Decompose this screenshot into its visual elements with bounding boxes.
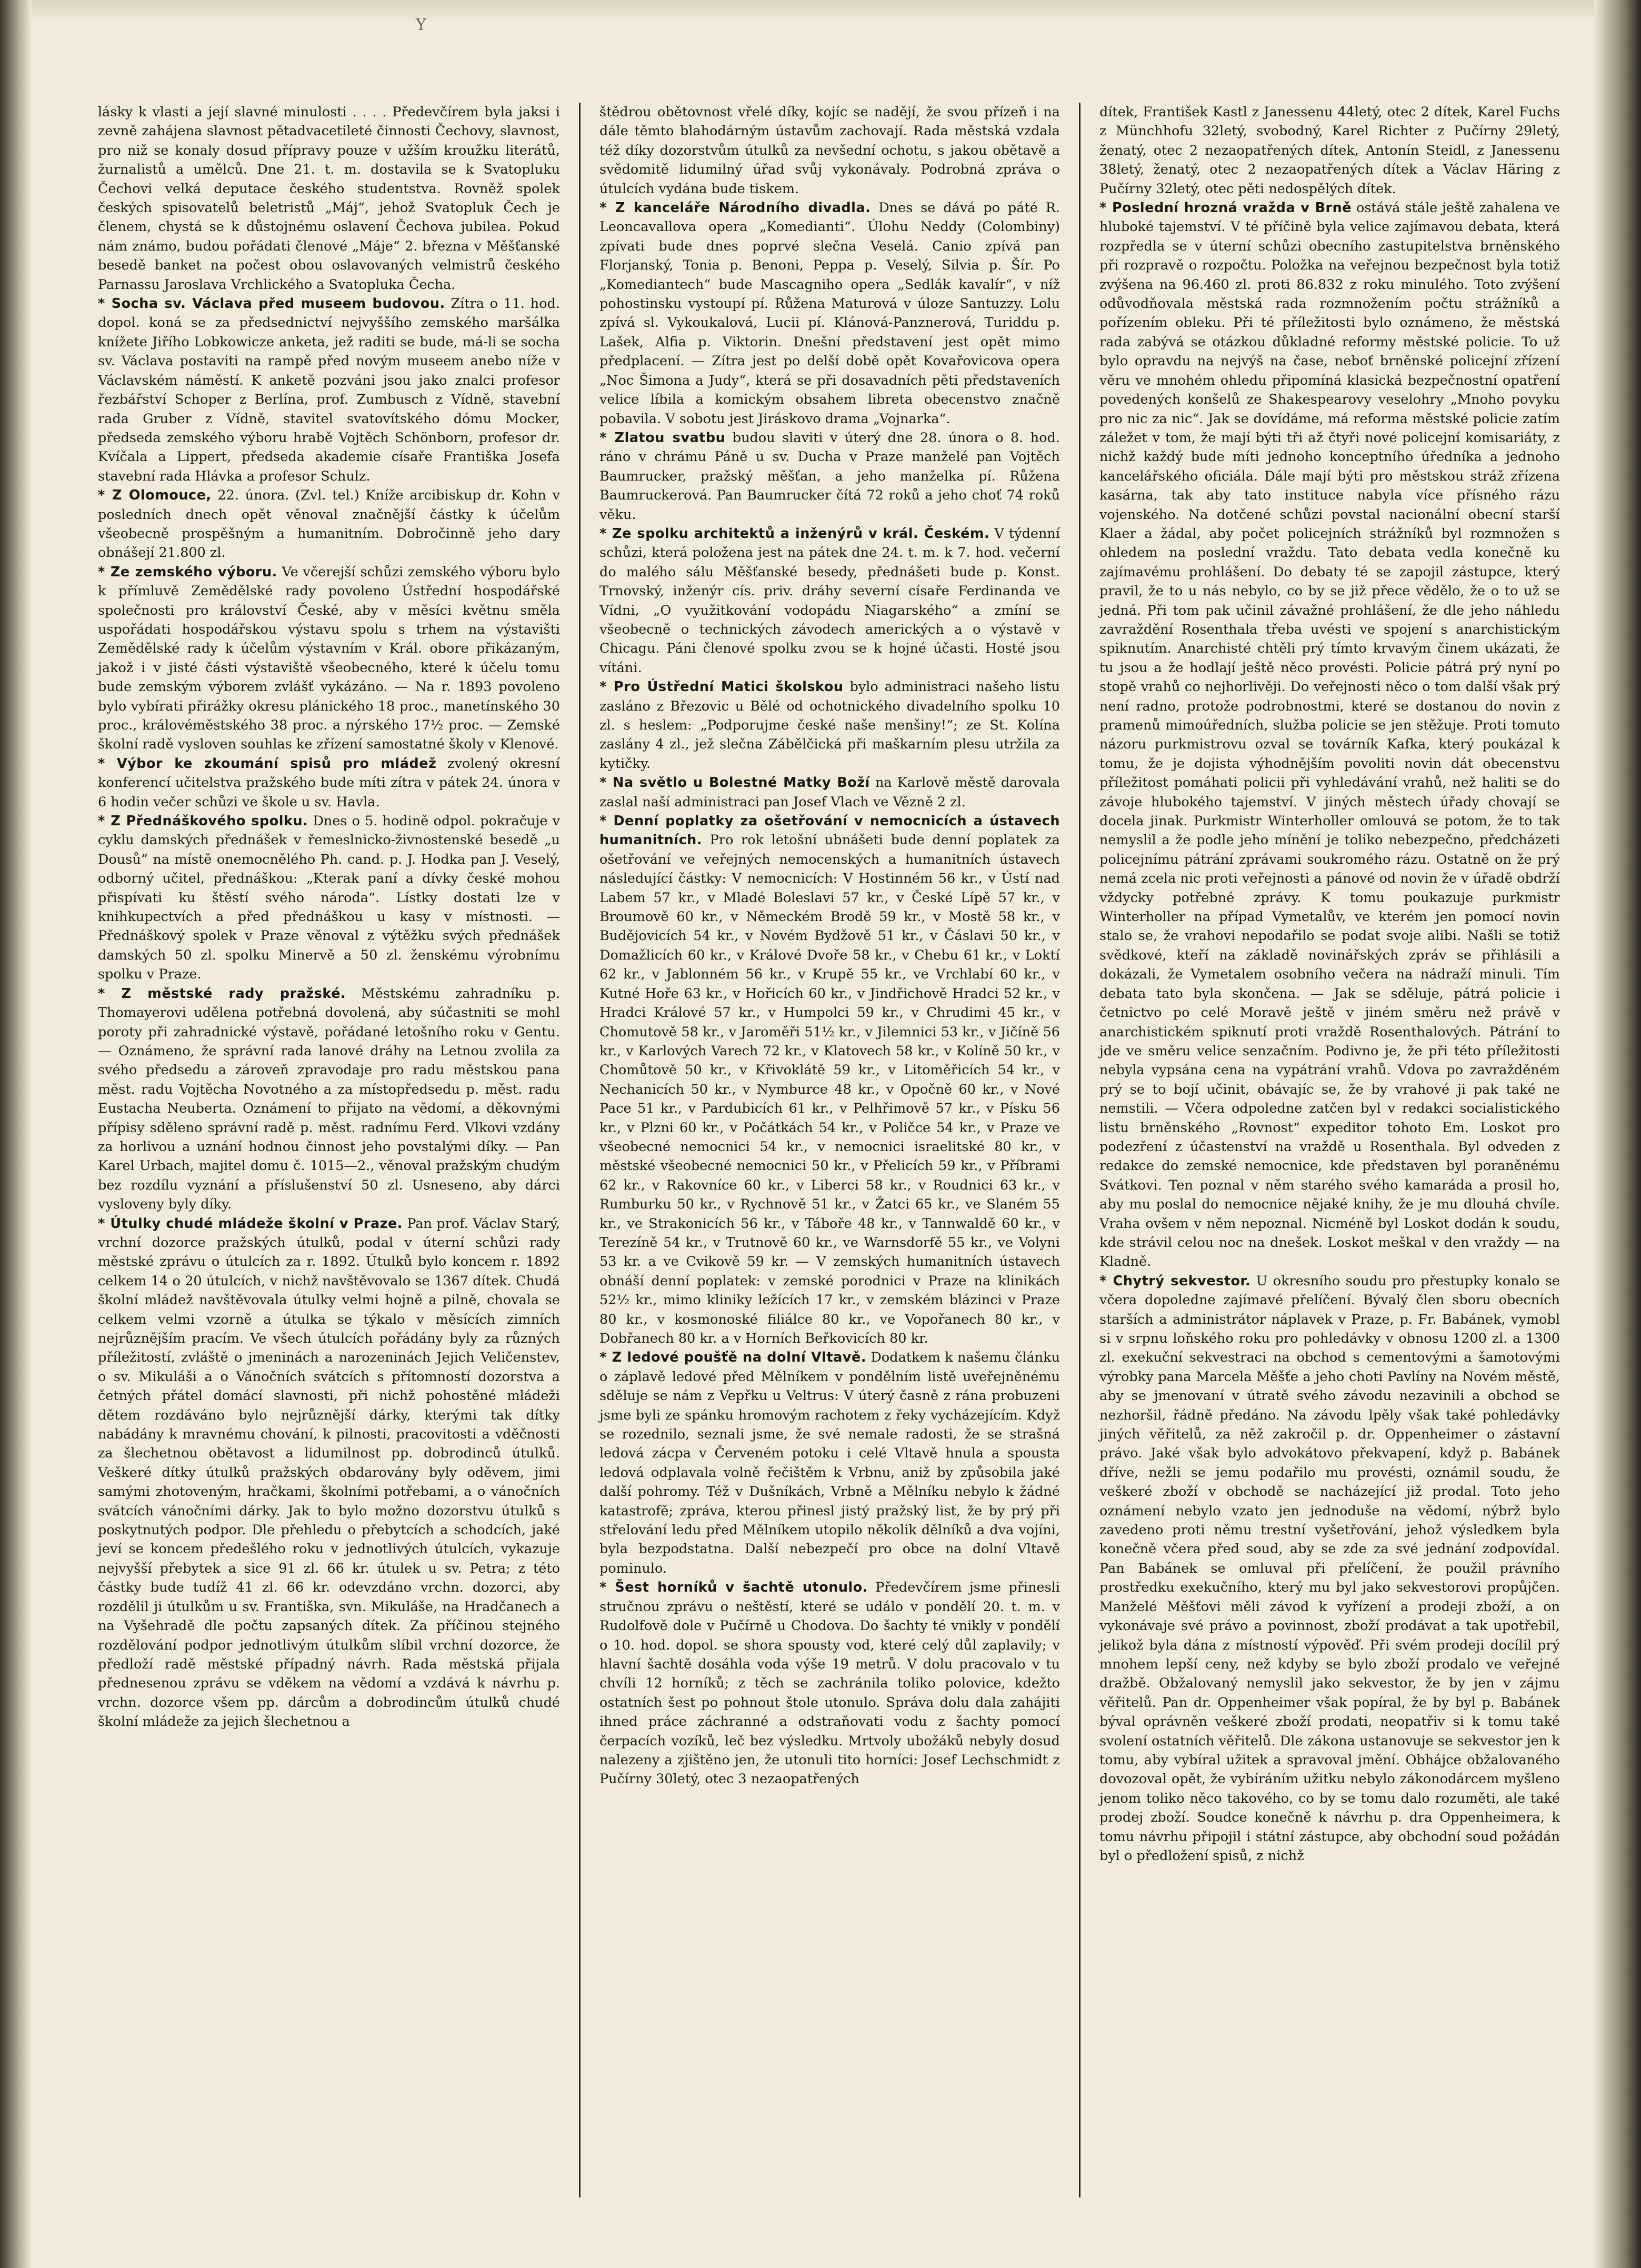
item-heading: * Chytrý sekvestor. <box>1099 1273 1251 1289</box>
news-item <box>599 1348 1060 1578</box>
item-heading: * Šest horníků v šachtě utonulo. <box>599 1580 868 1596</box>
news-item <box>98 984 560 1214</box>
item-body: Dnes se dává po páté R. Leoncavallova opera „Komedianti“. Úlohu Neddy (Colombiny) zpívati bude dnes poprvé slečna Veselá. Canio zpívá pan Florjanský, Tonia p. Benoni, Peppa p. Veselý, Silvia p. Šír. Po „Komediantech“ bude Mascagniho opera „Sedlák kavalír“, v níž pohostinsku vystoupí pí. Růžena Maturová v úloze Santuzzy. Lolu zpívá sl. Vykoukalová, Lucii pí. Klánová-Panznerová, Turiddu p. Lašek, Alfia p. Viktorin. Dnešní představení jest opět mimo předplacení. — Zítra jest po delší době opět Kovařovicova opera „Noc Šimona a Judy“, která se při dosavadních pěti představeních velice líbila a komickým obsahem libreta obecenstvo značně pobavila. V sobotu jest Jiráskovo drama „Vojnarka“. <box>599 200 1060 427</box>
item-heading: * Socha sv. Václava před museem budovou. <box>98 296 445 312</box>
item-body: Dnes o 5. hodině odpol. pokračuje v cyklu damských přednášek v řemeslnicko-živnostenské besedě „u Dousů“ na místě onemocnělého Ph. cand. p. J. Hodka pan J. Veselý, odborný učitel, přednáškou: „Kterak paní a dívky české mohou přispívati ku štěstí svého národa“. Lístky dostati lze v knihkupectvích a před přednáškou u kasy v místnosti. — Přednáškový spolek v Praze věnoval z výtěžku svých přednášek damských 50 zl. spolku Minervě a 50 zl. ženskému výrobnímu spolku v Praze. <box>98 813 561 983</box>
continued-text <box>1099 103 1560 198</box>
scan-right-edge <box>1594 0 1641 2268</box>
item-heading: * Z městské rady pražské. <box>98 985 346 1002</box>
item-heading: * Útulky chudé mládeže školní v Praze. <box>98 1215 403 1232</box>
news-item <box>98 1214 560 1732</box>
news-item <box>599 428 1060 524</box>
news-item <box>599 677 1060 773</box>
news-item <box>599 773 1060 812</box>
news-item <box>599 198 1060 428</box>
news-item <box>98 486 560 563</box>
item-heading: * Výbor ke zkoumání spisů pro mládež <box>98 755 437 772</box>
item-heading: * Ze spolku architektů a inženýrů v král. Českém. <box>599 525 990 542</box>
continued-text <box>599 103 1060 198</box>
item-heading: * Z ledové poušťě na dolní Vltavě. <box>599 1350 866 1366</box>
news-item <box>1099 198 1560 1272</box>
item-body: štědrou obětovnost vřelé díky, kojíc se nadějí, že svou přízeň i na dále těmto blahodárným ústavům zachovají. Rada městská vzdala též díky dozorstvům útulků za nevšední ochotu, s jakou obětavě a svědomitě lidumilný úřad svůj vykonávaly. Podrobná zpráva o útulcích vydána bude tiskem. <box>599 104 1060 197</box>
item-body: bylo administraci našeho listu zasláno z Březovic u Bělé od ochotnického divadelního spolku 10 zl. s heslem: „Podporujme české naše menšiny!“; ze St. Kolína zaslány 4 zl., jež slečna Zábělčická při maškarním plesu utržila za kytičky. <box>599 679 1060 772</box>
item-body: 22. února. (Zvl. tel.) Kníže arcibiskup dr. Kohn v posledních dnech opět věnoval značnější částky k účelům všeobecně prospěšným a humanitním. Dobročinně jeho dary obnášejí 21.800 zl. <box>98 487 561 561</box>
item-body: budou slaviti v úterý dne 28. února o 8. hod. ráno v chrámu Páně u sv. Ducha v Praze manželé pan Vojtěch Baumrucker, pražský měšťan, a jeho manželka pí. Růžena Baumruckerová. Pan Baumrucker čítá 72 roků a jeho choť 74 roků věku. <box>599 429 1060 523</box>
item-body: Dodatkem k našemu článku o záplavě ledové před Mělníkem v pondělním listě uveřejněnému sděluje se nám z Vepřku u Veltrus: V úterý časně z rána probuzeni jsme byli ze spánku hromovým rachotem z řeky vycházejícím. Když se rozednilo, seznali jsme, že své nemale radosti, že se strašná ledová zácpa v Červeném potoku i celé Vltavě hnula a spousta ledová odplavala volně řečištěm k Vrbnu, aniž by způsobila jaké další pohromy. Též v Dušníkách, Vrbně a Mělníku nebylo k žádné katastrofě; zpráva, kterou přinesl jistý pražský list, že by prý při střelování ledu před Mělníkem utopilo několik dělníků a dva vojíni, byla bezpodstatna. Další nebezpečí pro obce na dolní Vltavě pominulo. <box>599 1350 1060 1576</box>
item-body: ostává stále ještě zahalena ve hluboké tajemství. V té příčině byla velice zajímavou debata, která rozpředla se v úterní schůzi obecního zastupitelstva brněnského při rozpravě o rozpočtu. Položka na veřejnou bezpečnost byla totiž zvýšena na 96.460 zl. proti 86.832 z roku minulého. Toto zvýšení odůvodňovala městská rada rozmnožením počtu strážníků a pořízením obleku. Při té příležitosti bylo oznámeno, že městská rada zabývá se otázkou důkladné reformy městské policie. To už bylo opravdu na nejvýš na čase, neboť brněnské policejní zřízení věru ve mnohém ohledu připomíná klasická bezpečnostní opatření povedených konšelů ze Shakespearovy veselohry „Mnoho povyku pro nic za nic“. Jak se dovídáme, má reforma městské policie zatím záležet v tom, že mají býti tři až čtyři nové policejní komisariáty, z nichž každý bude míti jednoho konceptního úředníka a jednoho kancelářského oficiála. Dále mají býti pro městskou stráž zřízena kasárna, tak aby tato instituce nabyla více přísného rázu vojenského. Na dotčené schůzi povstal nacionální obecní starší Klaer a žádal, aby počet policejních strážníků byl rozmnožen s ohledem na poslední vraždu. Tato debata vedla konečně ku zajímavému prohlášení. Do debaty té se zapojil zástupce, který pravil, že to u nás nebylo, co by se již přece vědělo, že o to už se jedná. Při tom pak učinil závažné prohlášení, že dle jeho náhledu zavraždění Rosenthala třeba uvésti ve spojení s anarchistickým spiknutím. Anarchisté chtěli prý tímto krvavým činem ukázati, že tu jsou a že hodlají ještě něco provésti. Policie pátrá prý nyní po stopě vrahů co nejhorlivěji. Do veřejnosti něco o tom další však prý není radno, protože podrobnostmi, které se dostanou do novin z pramenů mimoúředních, služba policie se jen stěžuje. Proti tomuto názoru purkmistrovu ozval se továrník Kafka, který poukázal k tomu, že je dojista výhodnějším povoliti novin dát obecenstvu příležitost pomáhati policii při vyhledávání vrahů, než haliti se do závoje hlubokého tajemství. V jiných městech úřady chovají se docela jinak. Purkmistr Winterholler omlouvá se potom, že to tak nemyslil a že podle jeho mínění je toliko nebezpečno, předcházeti policejnímu pátrání zprávami soukromého rázu. Ostatně on že prý nemá zcela nic proti veřejnosti a pánové od novin že v úřadě obdrží vždycky potřebné zprávy. K tomu poukazuje purkmistr Winterholler na případ Vymetalův, ve kterém jen pomocí novin stalo se, že vrahovi nepodařilo se podat svoje alibi. Našli se totiž svědkové, kteří na základě novinářských zpráv se přihlásili a dokázali, že Vymetalem osobního večera na nádraží minuli. Tím debata tato byla skončena. — Jak se sděluje, pátrá policie i četnictvo po celé Moravě ještě v jiném směru než právě v anarchistickém spiknutí proti vraždě Rosenthalových. Pátrání to jde ve směru velice senzačním. Podivno je, že při této příležitosti nebyla vypsána cena na vypátrání vrahů. Vdova po zavražděném prý se to bojí učinit, obávajíc se, že by vrahové ji pak také ne nemstili. — Včera odpoledne zatčen byl v redakci socialistického listu brněnského „Rovnost“ expeditor tohoto Em. Loskot pro podezření z účastenství na vraždě u Rosenthala. Byl odveden z redakce do zemské nemocnice, kde představen byl poraněnému Svátkovi. Ten poznal v něm starého svého kamaráda a prosil ho, aby mu poslal do nemocnice nějaké knihy, že je mu dlouhá chvíle. Vraha ovšem v něm nepoznal. Nicméně byl Loskot dodán k soudu, kde strávil celou noc na dnešek. Loskot meškal v den vraždy — na Kladně. <box>1099 200 1560 1270</box>
scan-left-edge <box>0 0 32 2268</box>
item-body: Ve včerejší schůzi zemského výboru bylo k přímluvě Zemědělské rady povoleno Ústřední hospodářské společnosti pro království České, aby v měsíci květnu směla uspořádati hospodářskou výstavu spolu s trhem na výstavišti Zemědělské rady k účelům výstavním v Král. obore přikázaným, jakož i v jisté části výstaviště všeobecného, které k účelu tomu bude zemským výborem zvlášť vykázáno. — Na r. 1893 povoleno bylo vybírati přirážky okresu plánického 18 proc., manetínského 30 proc., královéměstského 38 proc. a nýrského 17½ proc. — Zemské školní radě vysloven souhlas ke zřízení samostatné školy v Klenové. <box>98 564 561 753</box>
news-item <box>599 812 1060 1348</box>
newspaper-page <box>79 103 1579 2197</box>
item-body: Městskému zahradníku p. Thomayerovi udělena potřebná dovolená, aby súčastniti se mohl poroty při zahradnické výstavě, pořádané letošního roku v Gentu. — Oznámeno, že správní rada lanové dráhy na Letnou zvolila za svého předsedu a zároveň zpravodaje pro radu městskou pana měst. radu Vojtěcha Novotného a za místopředsedu p. měst. radu Eustacha Neuberta. Oznámení to přijato na vědomí, a děkovnými přípisy sděleno správní radě p. měst. radnímu Ferd. Vlkovi vzdány za horlivou a uznání hodnou činnost jeho povstalými díky. — Pan Karel Urbach, majitel domu č. 1015—2., věnoval pražským chudým bez rozdílu vyznání a příslušenství 50 zl. Usneseno, aby dárci vysloveny byly díky. <box>98 985 561 1213</box>
item-body: zvolený okresní konferencí učitelstva pražského bude míti zítra v pátek 24. února v 6 hodin večer schůzi ve škole u sv. Havla. <box>98 755 561 810</box>
news-item <box>1099 1272 1560 1866</box>
news-item <box>599 524 1060 677</box>
item-body: dítek, František Kastl z Janessenu 44letý, otec 2 dítek, Karel Fuchs z Münchhofu 32letý, svobodný, Karel Richter z Pučírny 29letý, ženatý, otec 2 nezaopatřených dítek, Antonín Steidl, z Janessenu 38letý, ženatý, otec 2 nezaopatřených dítek a Václav Häring z Pučírny 32letý, otec pěti nedospělých dítek. <box>1099 104 1560 197</box>
item-heading: * Denní poplatky za ošetřování v nemocnicích a ústavech humanitních. <box>599 813 1060 848</box>
column-right <box>1079 103 1579 2197</box>
news-item <box>98 754 560 812</box>
item-body: Pro rok letošní ubnášeti bude denní poplatek za ošetřování ve veřejných nemocenských a humanitních ústavech následující částky: V nemocnicích: V Hostinném 56 kr., v Ústí nad Labem 57 kr., v Mladé Boleslavi 57 kr., v České Lípě 57 kr., v Broumově 60 kr., v Německém Brodě 59 kr., v Mostě 58 kr., v Budějovicích 54 kr., v Novém Bydžově 51 kr., v Čáslavi 50 kr., v Domažlicích 60 kr., v Králové Dvoře 58 kr., v Chebu 61 kr., v Loktí 62 kr., v Jablonném 56 kr., v Krupě 55 kr., ve Vrchlabí 60 kr., v Kutné Hoře 63 kr., v Hořicích 60 kr., v Jindřichově Hradci 52 kr., v Hradci Králové 57 kr., v Humpolci 59 kr., v Chrudimi 45 kr., v Chomutově 58 kr., v Jaroměři 51½ kr., v Jilemnici 53 kr., v Jičíně 56 kr., v Karlových Varech 72 kr., v Klatovech 58 kr., v Kolíně 50 kr., v Chomůtově 50 kr., v Křivoklátě 59 kr., v Litoměřicích 54 kr., v Nechanicích 50 kr., v Nymburce 48 kr., v Opočně 60 kr., v Nové Pace 51 kr., v Pardubicích 61 kr., v Pelhřimově 57 kr., v Písku 56 kr., v Plzni 60 kr., v Počátkách 54 kr., v Poličce 54 kr., v Praze ve všeobecné nemocnici 54 kr., v nemocnici israelitské 80 kr., v městské všeobecné nemocnici 50 kr., v Přelicích 59 kr., v Příbrami 62 kr., v Rakovníce 60 kr., v Liberci 58 kr., v Roudnici 63 kr., v Rumburku 50 kr., v Rychnově 51 kr., v Žatci 65 kr., ve Slaném 55 kr., ve Strakonicích 56 kr., v Táboře 48 kr., v Tannwaldě 60 kr., v Terezíně 54 kr., v Trutnově 60 kr., ve Warnsdorfě 55 kr., ve Volyni 53 kr. a ve Cvikově 59 kr. — V zemských humanitních ústavech obnáší denní poplatek: v zemské porodnici v Praze na klinikách 52½ kr., mimo kliniky ležících 17 kr., v zemském blázinci v Praze 80 kr., v kosmonoské filiálce 80 kr., ve Vopořanech 80 kr., v Dobřanech 80 kr. a v Horních Beřkovicích 80 kr. <box>599 832 1060 1346</box>
item-body: V týdenní schůzi, která položena jest na pátek dne 24. t. m. k 7. hod. večerní do malého sálu Měšťanské besedy, přednášeti bude p. Konst. Trnovský, inženýr cís. priv. dráhy severní císaře Ferdinanda ve Vídni, „O využitkování vodopádu Niagarského“ a zmíní se všeobecně o technických závodech amerických a o výstavě v Chicagu. Páni členové spolku zvou se k hojné účasti. Hosté jsou vítáni. <box>599 525 1060 676</box>
item-heading: * Z Přednáškového spolku. <box>98 813 308 830</box>
item-body: na Karlově městě darovala zaslal naší administraci pan Josef Vlach ve Vězně 2 zl. <box>599 775 1060 810</box>
news-item <box>599 1578 1060 1789</box>
item-heading: * Z kanceláře Národního divadla. <box>599 200 871 216</box>
item-heading: * Z Olomouce, <box>98 487 212 504</box>
news-item <box>98 563 560 754</box>
item-heading: * Poslední hrozná vražda v Brně <box>1099 200 1352 216</box>
page-mark: Y <box>416 16 426 34</box>
item-body: U okresního soudu pro přestupky konalo se včera dopoledne zajímavé přelíčení. Bývalý člen sboru obecních starších a administrátor náplavek v Praze, p. Fr. Babánek, vymobl si v srpnu loňského roku pro pohledávky v obnosu 1200 zl. a 1300 zl. exekuční sekvestraci na obchod s cementovými a šamotovými výrobky pana Marcela Měšťe a jeho choti Pavlíny na Novém městě, aby se jmenovaní v útratě svého závodu nezavinili a obchod se nezhoršil, řádně předáno. Na závodu lpěly však také pohledávky jiných věřitelů, za něž zakročil p. dr. Oppenheimer o zástavní právo. Jaké však bylo advokátovo překvapení, když p. Babánek dříve, nežli se jemu podařilo mu provésti, oznámil soudu, že veškeré zboží v obchodě se nacházející již prodal. Toto jeho oznámení nebylo vzato jen jednoduše na vědomí, nýbrž bylo zavedeno proti němu trestní vyšetřování, jehož výsledkem byla konečně včera před soud, aby se zde za své jednání zodpovídal. Pan Babánek se omluval při přelíčení, že použil právního prostředku exekučního, který mu byl jako sekvestorovi propůjčen. Manželé Měšťovi měli závod k vyřízení a prodeji zboží, a on vykonávaje své právo a povinnost, zboží prodávat a tak upotřebil, jelikož byla dána z místností výpověď. Při svém prodeji docílil prý mnohem lepší ceny, než kdyby se bylo zboží prodalo ve veřejné dražbě. Obžalovaný nemyslil jako sekvestor, že by jen v zájmu věřitelů. Pan dr. Oppenheimer však popíral, že by byl p. Babánek býval oprávněn veškeré zboží prodati, neopatřiv si k tomu také svolení ostatních věřitelů. Dle zákona ustanovuje se sekvestor jen k tomu, aby vybíral užitek a spravoval jmění. Obhájce obžalovaného dovozoval opět, že vybíráním užitku nebylo zákonodárcem myšleno jenom toliko něco takového, co by se tomu dalo rozuměti, ale také prodej zboží. Soudce konečně k návrhu p. dra Oppenheimera, k tomu návrhu připojil i státní zástupce, aby obchodní soud požádán byl o předložení spisů, z nichž <box>1099 1273 1560 1864</box>
item-body: Zítra o 11. hod. dopol. koná se za předsednictví nejvyššího zemského maršálka knížete Jiřího Lobkowicze anketa, jež raditi se bude, má-li se socha sv. Václava postaviti na rampě před novým museem anebo níže v Václavském náměstí. K anketě pozváni jsou jako znalci profesor řezbářství Schoper z Berlína, prof. Zumbusch z Vídně, stavební rada Gruber z Vídně, stavitel svatovítského dómu Mocker, předseda zemského výboru hrabě Vojtěch Schönborn, profesor dr. Kvíčala a Lippert, předseda akademie císaře Františka Josefa stavební rada Hlávka a profesor Schulz. <box>98 296 561 484</box>
column-middle <box>579 103 1079 2197</box>
item-heading: * Zlatou svatbu <box>599 429 726 446</box>
item-heading: * Na světlo u Bolestné Matky Boží <box>599 775 870 791</box>
item-body: Předevčírem jsme přinesli stručnou zprávu o neštěstí, které se událo v pondělí 20. t. m. v Rudolfově dole v Pučírně u Chodova. Do šachty té vnikly v pondělí o 10. hod. dopol. se shora spousty vod, které celý důl zaplavily; v hlavní šachtě dosáhla voda výše 19 metrů. V dolu pracovalo v tu chvíli 12 horníků; z těch se zachránila toliko polovice, kdežto ostatních šest po pohnout štole utonulo. Správa dolu dala zahájiti ihned práce záchranné a odstraňovati vodu z šachty pomocí čerpacích vozíků, leč bez výsledku. Mrtvoly ubožáků nebyly dosud nalezeny a zjištěno jen, že utonuli tito horníci: Josef Lechschmidt z Pučírny 30letý, otec 3 nezaopatřených <box>599 1580 1060 1787</box>
continued-text <box>98 103 560 294</box>
news-item <box>98 294 560 486</box>
item-body: lásky k vlasti a její slavné minulosti . . . . Předevčírem byla jaksi i zevně zahájena slavnost pětadvacetileté činnosti Čechovy, slavnost, pro niž se konaly dosud přípravy pouze v užším kroužku literátů, žurnalistů a umělců. Dne 21. t. m. dostavila se k Svatopluku Čechovi velká deputace českého studentstva. Rovněž spolek českých spisovatelů beletristů „Máj“, jehož Svatopluk Čech je členem, chystá se k důstojnému oslavení Čechova jubilea. Pokud nám známo, budou pořádati členové „Máje“ 2. března v Měšťanské besedě banket na počest obou oslavovaných velmistrů českého Parnassu Jaroslava Vrchlického a Svatopluka Čecha. <box>98 104 560 293</box>
news-item <box>98 812 560 984</box>
item-body: Pan prof. Václav Starý, vrchní dozorce pražských útulků, podal v úterní schůzi rady městské zprávu o útulcích za r. 1892. Útulků bylo koncem r. 1892 celkem 14 o 20 útulcích, v nichž navštěvovalo se 1367 dítek. Chudá školní mládež navštěvovala útulky velmi hojně a pilně, chovala se celkem velmi vzorně a útulka se týkalo v měsících zimních nejrůznějším pracím. Ve všech útulcích pořádány byly za různých příležitostí, zvláště o jmeninách a narozeninách Jejich Veličenstev, o sv. Mikuláši a o Vánočních svátcích s přítomností dozorstva a četných přátel domácí slavnosti, při nichž pohostěné mládeži dětem rozdáváno bylo nejrůznější dárky, kterými tak dítky nabádány k mravnému chování, k pilnosti, pracovitosti a vděčnosti za šlechetnou obětavost a lidumilnost pp. dobrodinců útulků. Veškeré dítky útulků pražských obdarovány byly oděvem, jimi samými zhotoveným, hračkami, školními potřebami, a o vánočních svátcích vánočními dárky. Jak to bylo možno dozorstvu útulků s poskytnutých podpor. Dle přehledu o přebytcích a schodcích, jaké jeví se koncem předešlého roku v jednotlivých útulcích, vykazuje nejvyšší přebytek a sice 91 zl. 66 kr. útulek u sv. Petra; z této částky bude tudíž 41 zl. 66 kr. odevzdáno vrchn. dozorci, aby rozdělil ji útulkům u sv. Františka, svn. Mikuláše, na Hradčanech a na Vyšehradě dle počtu zapsaných dítek. Za příčinou stejného rozdělování podpor jednotlivým útulkům slíbil vrchní dozorce, že předloží radě městské případný návrh. Rada městská přijala přednesenou zprávu se vděkem na vědomí a vzdává k návrhu p. vrchn. dozorce všem pp. dárcům a dobrodincům útulků chudé školní mládeže za jejich šlechetnou a <box>98 1215 561 1730</box>
page-top-edge <box>0 0 1641 21</box>
item-heading: * Ze zemského výboru. <box>98 564 277 580</box>
item-heading: * Pro Ústřední Matici školskou <box>599 679 844 695</box>
column-left <box>79 103 579 2197</box>
